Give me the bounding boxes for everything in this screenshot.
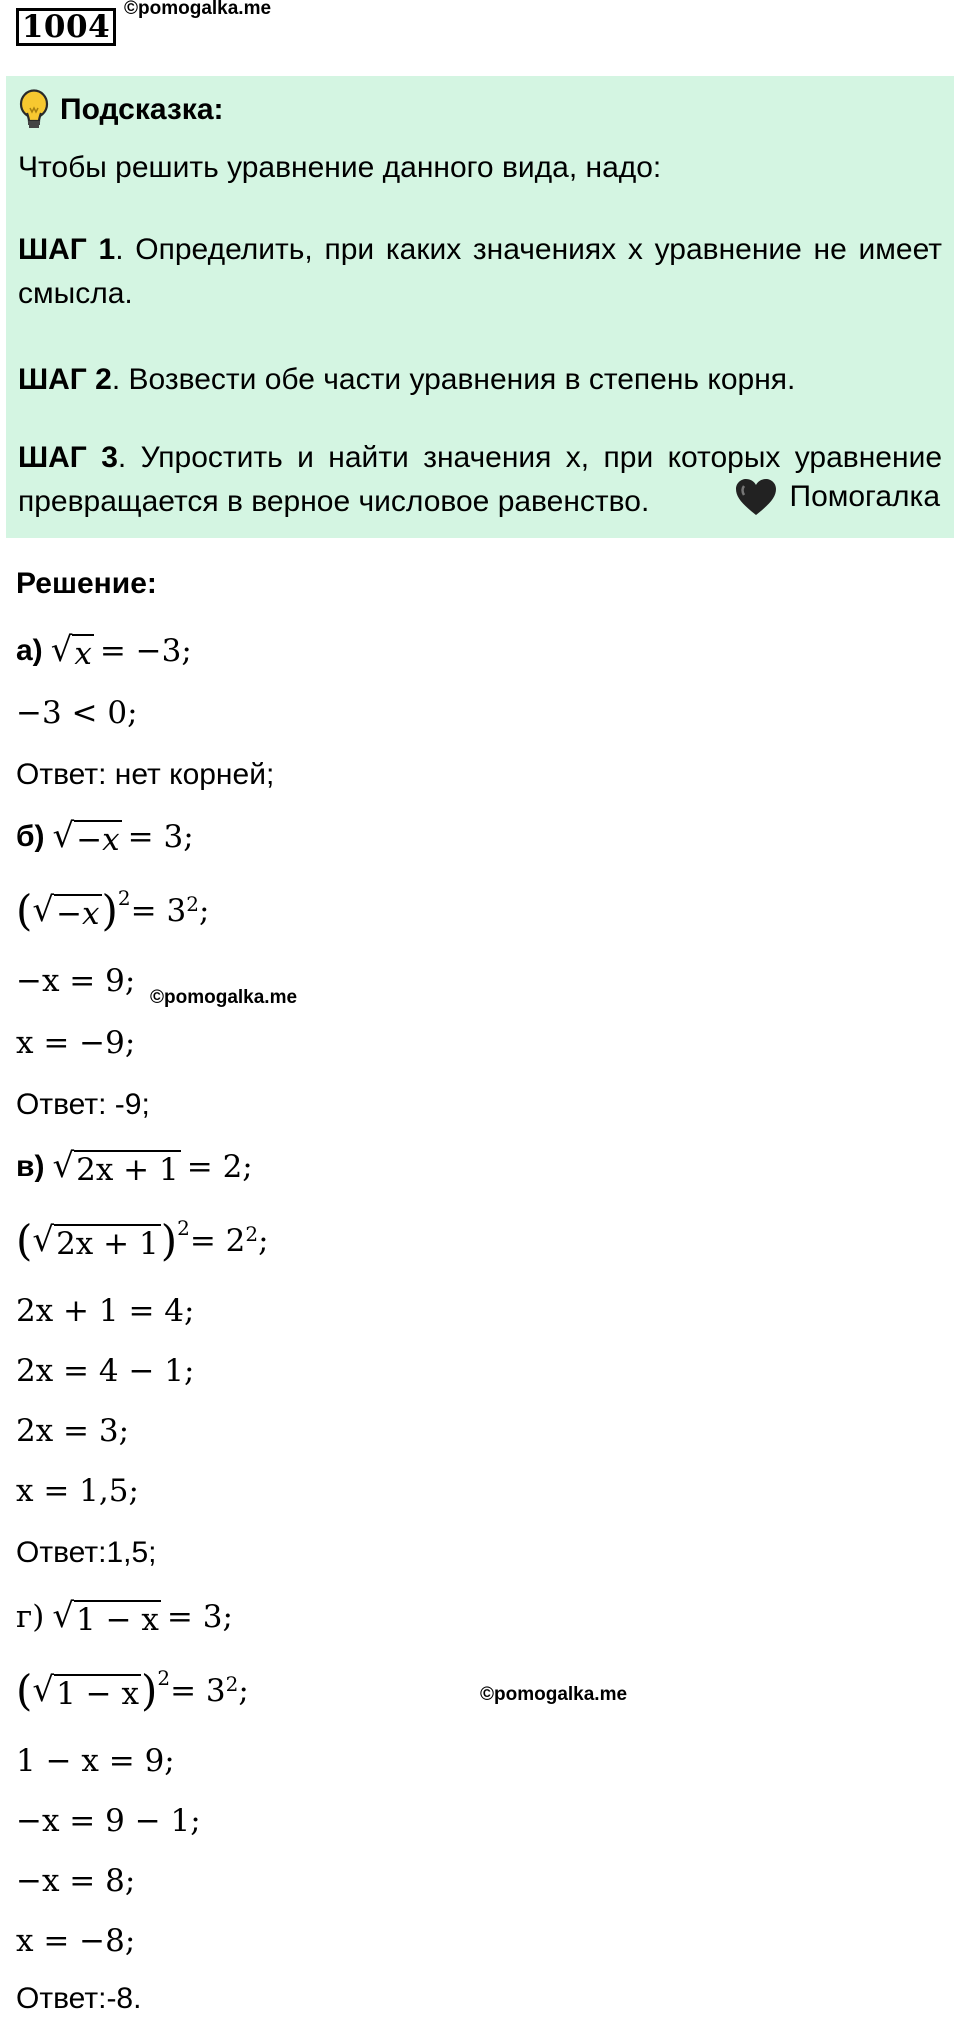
part-g-answer: Ответ:-8. [16,1982,142,2015]
task-number: 1004 [16,8,116,46]
part-v-line-4: 2x = 4 − 1; [16,1353,195,1389]
heart-icon [734,477,778,517]
hint-title: Подсказка: [60,93,224,126]
hint-intro: Чтобы решить уравнение данного вида, надо: [18,151,662,184]
part-a-answer: Ответ: нет корней; [16,758,275,791]
part-b-line-4: x = −9; [16,1025,136,1061]
part-g-line-4: −x = 9 − 1; [16,1803,201,1839]
part-v-equation: в) √ 2x + 1 = 2; [16,1145,253,1188]
part-g-line-6: x = −8; [16,1923,136,1959]
part-b-line-3: −x = 9; [16,963,136,999]
hint-box [6,76,954,538]
brand-pomogalka [734,474,941,520]
hint-step-3: ШАГ 3. Упростить и найти значения x, при которых уравнение превращается в верное числовое равенство. [18,441,943,518]
hint-header [18,86,224,134]
part-g-squared: ( √ 1 − x ) $^2$ = 3 $^2$ ; [16,1666,249,1715]
hint-step-2: ШАГ 2. Возвести обе части уравнения в степень корня. [18,363,796,396]
part-v-line-3: 2x + 1 = 4; [16,1293,195,1329]
part-v-line-5: 2x = 3; [16,1413,130,1449]
part-a-line-2: −3 < 0; [16,695,138,731]
part-v-squared: ( √ 2x + 1 ) $^2$ = 2 $^2$ ; [16,1216,269,1265]
part-b-answer: Ответ: -9; [16,1088,150,1121]
part-g-line-5: −x = 8; [16,1863,136,1899]
solution-heading: Решение: [16,567,157,600]
part-g-equation: г) √ 1 − x = 3; [16,1595,233,1638]
hint-step-1: ШАГ 1. Определить, при каких значениях x уравнение не имеет смысла. [18,233,943,310]
part-g-line-3: 1 − x = 9; [16,1743,175,1779]
watermark-middle: ©pomogalka.me [150,987,298,1008]
part-b-squared: ( √ −x ) $^2$ = 3 $^2$ ; [16,886,210,935]
brand-name: Помогалка [789,480,940,513]
part-v-answer: Ответ:1,5; [16,1536,157,1569]
lightbulb-icon [18,89,50,131]
watermark-top: ©pomogalka.me [124,0,272,19]
watermark-bottom: ©pomogalka.me [480,1684,628,1705]
part-a-equation: а) √ x = −3; [16,629,192,672]
part-v-line-6: x = 1,5; [16,1473,139,1509]
part-b-equation: б) √ −x = 3; [16,815,194,858]
